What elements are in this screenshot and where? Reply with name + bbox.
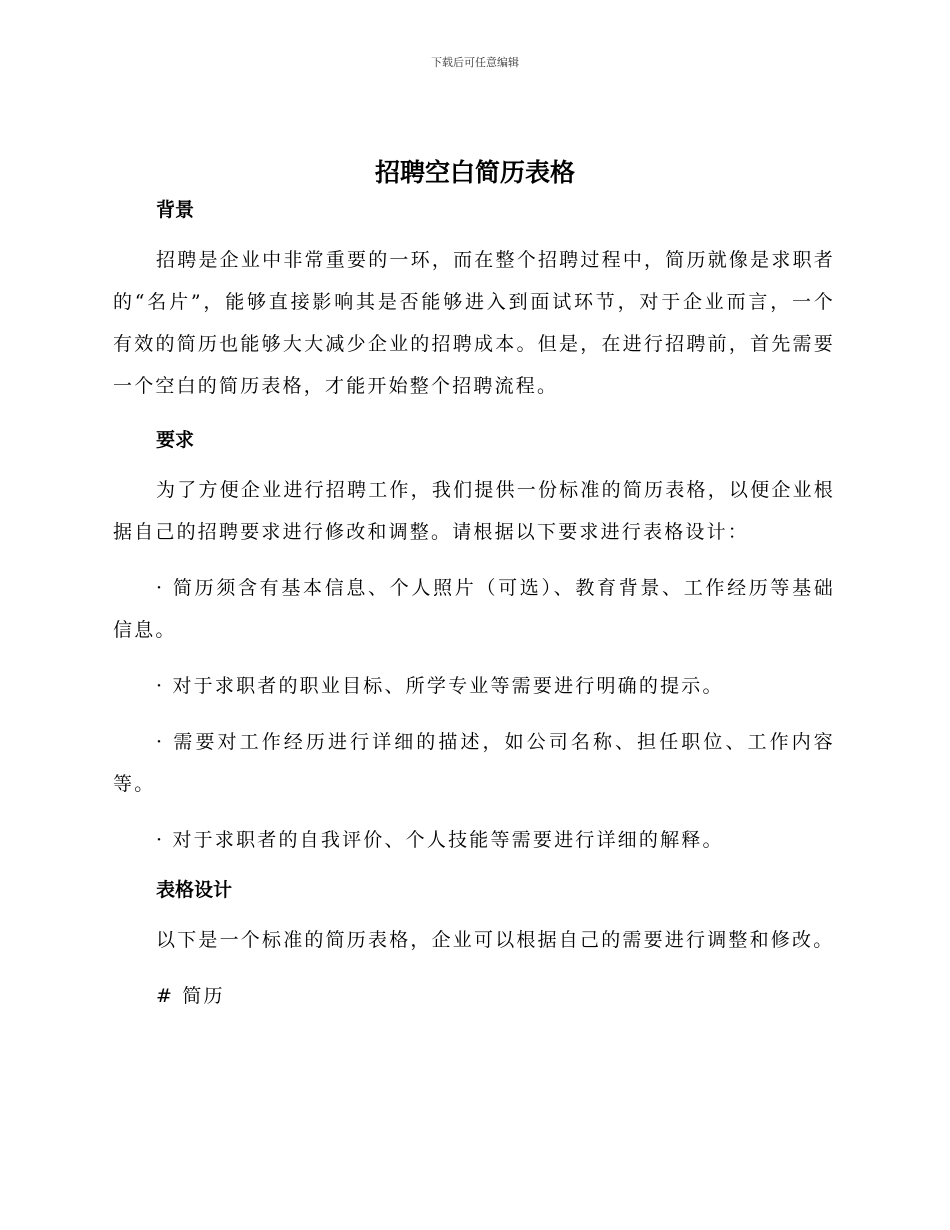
requirement-bullet-1: · 简历须含有基本信息、个人照片（可选）、教育背景、工作经历等基础信息。 (113, 577, 835, 641)
section-heading-requirements: 要求 (156, 429, 195, 451)
document-body (113, 195, 835, 1017)
document-title: 招聘空白简历表格 (374, 158, 575, 187)
requirement-bullet-2: · 对于求职者的职业目标、所学专业等需要进行明确的提示。 (156, 675, 724, 697)
requirements-paragraph: 为了方便企业进行招聘工作，我们提供一份标准的简历表格，以便企业根据自己的招聘要求进行修改和调整。请根据以下要求进行表格设计： (113, 479, 835, 543)
design-paragraph: 以下是一个标准的简历表格，企业可以根据自己的需要进行调整和修改。 (156, 929, 835, 951)
section-heading-background: 背景 (156, 199, 195, 221)
resume-subheading: # 简历 (156, 985, 225, 1007)
background-paragraph: 招聘是企业中非常重要的一环，而在整个招聘过程中，简历就像是求职者的“名片”，能够直接影响其是否能够进入到面试环节，对于企业而言，一个有效的简历也能够大大减少企业的招聘成本。但是，在进行招聘前，首先需要一个空白的简历表格，才能开始整个招聘流程。 (113, 249, 835, 397)
requirement-bullet-3: · 需要对工作经历进行详细的描述，如公司名称、担任职位、工作内容等。 (113, 731, 835, 795)
requirement-bullet-4: · 对于求职者的自我评价、个人技能等需要进行详细的解释。 (156, 829, 724, 851)
section-heading-design: 表格设计 (156, 879, 233, 901)
page-header-note: 下载后可任意编辑 (431, 56, 519, 69)
